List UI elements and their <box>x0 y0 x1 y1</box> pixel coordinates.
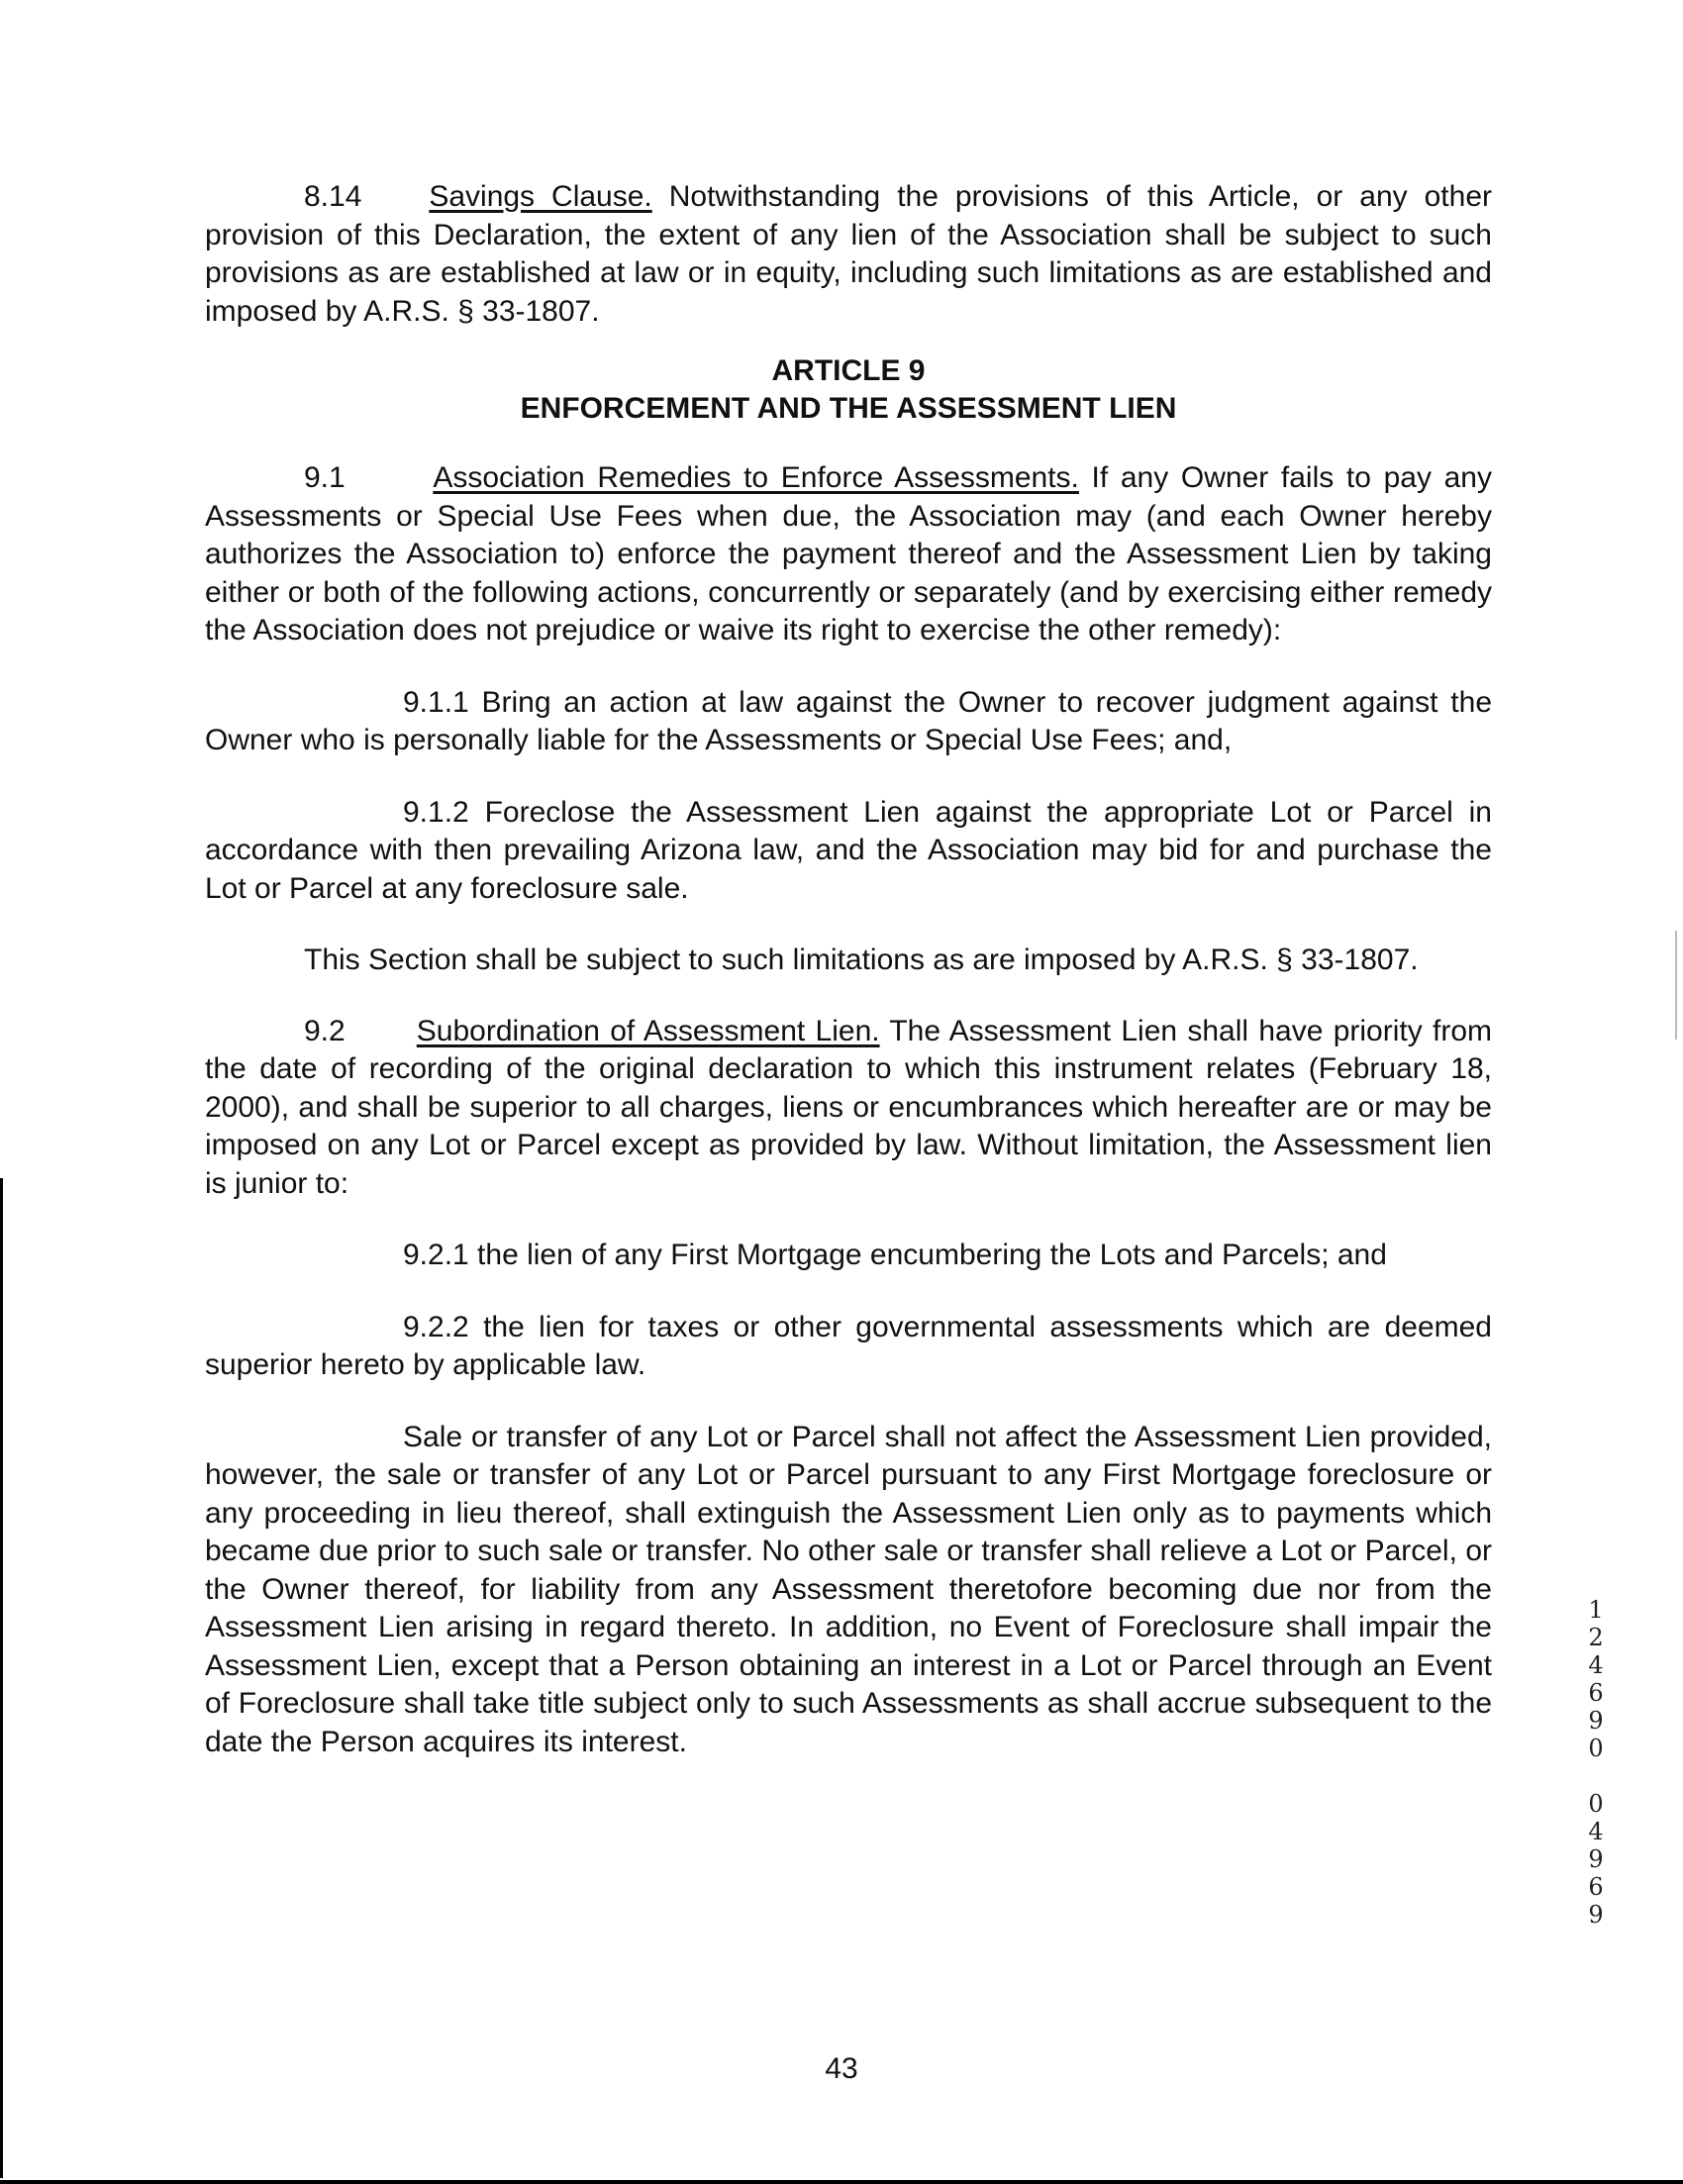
section-heading: Association Remedies to Enforce Assessments. <box>433 461 1079 494</box>
section-text: The Assessment Lien shall have priority from the date of recording of the original declaration to which this instrument relates (February 18, 2000), and shall be superior to all charges, liens or encumbrances which hereafter are or may be imposed on any Lot or Parcel except as provided by law. Without limitation, the Assessment lien is junior to: <box>205 1014 1493 1200</box>
page-number: 43 <box>825 2052 858 2085</box>
section-9-1-1: 9.1.1 Bring an action at law against the Owner to recover judgment against the Owner who is personally liable for the Assessments or Special Use Fees; and, <box>205 685 1492 756</box>
section-9-1-2: 9.1.2 Foreclose the Assessment Lien against the appropriate Lot or Parcel in accordance with then prevailing Arizona law, and the Association may bid for and purchase the Lot or Parcel at any foreclosure sale. <box>205 795 1492 905</box>
scan-edge-bottom <box>0 2180 1683 2184</box>
section-9-2-1: 9.2.1 the lien of any First Mortgage encumbering the Lots and Parcels; and <box>403 1239 1387 1271</box>
section-number: 9.2 <box>304 1014 346 1047</box>
article-heading: ENFORCEMENT AND THE ASSESSMENT LIEN <box>520 392 1177 425</box>
section-text: If any Owner fails to pay any Assessments or Special Use Fees when due, the Association may (and each Owner hereby authorizes the Association to) enforce the payment thereof and the Assessment Lien by taking either or both of the following actions, concurrently or separately (and by exercising either remedy the Association does not prejudice or waive its right to exercise the other remedy): <box>205 461 1492 646</box>
section-9-2-2: 9.2.2 the lien for taxes or other governmental assessments which are deemed superior hereto by applicable law. <box>205 1310 1492 1381</box>
section-number: 9.1 <box>304 461 346 494</box>
recording-number: 124690 04969 <box>1582 1596 1610 1929</box>
scan-edge-left <box>0 1178 3 2178</box>
section-9-1-note: This Section shall be subject to such limitations as are imposed by A.R.S. § 33-1807. <box>304 943 1419 976</box>
section-heading: Subordination of Assessment Lien. <box>416 1014 880 1047</box>
section-8-14 <box>205 178 1492 331</box>
scan-edge-mark <box>1675 931 1677 1040</box>
section-text: Notwithstanding the provisions of this Article, or any other provision of this Declaration, the extent of any lien of the Association shall be subject to such provisions as are established at law or in equity, including such limitations as are established and imposed by A.R.S. § 33-1807. <box>205 180 1492 328</box>
sale-transfer-paragraph: Sale or transfer of any Lot or Parcel shall not affect the Assessment Lien provided, however, the sale or transfer of any Lot or Parcel pursuant to any First Mortgage foreclosure or any proceeding in lieu thereof, shall extinguish the Assessment Lien only as to payments which became due prior to such sale or transfer. No other sale or transfer shall relieve a Lot or Parcel, or the Owner thereof, for liability from any Assessment theretofore becoming due nor from the Assessment Lien arising in regard thereto. In addition, no Event of Foreclosure shall impair the Assessment Lien, except that a Person obtaining an interest in a Lot or Parcel through an Event of Foreclosure shall take title subject only to such Assessments as shall accrue subsequent to the date the Person acquires its interest. <box>205 1420 1492 1758</box>
page-body <box>205 178 1492 1761</box>
article-title <box>205 352 1492 428</box>
section-number: 8.14 <box>304 180 362 213</box>
section-9-1 <box>205 459 1492 650</box>
article-number: ARTICLE 9 <box>771 354 926 387</box>
section-9-2 <box>205 1013 1492 1204</box>
section-heading: Savings Clause. <box>429 180 652 213</box>
